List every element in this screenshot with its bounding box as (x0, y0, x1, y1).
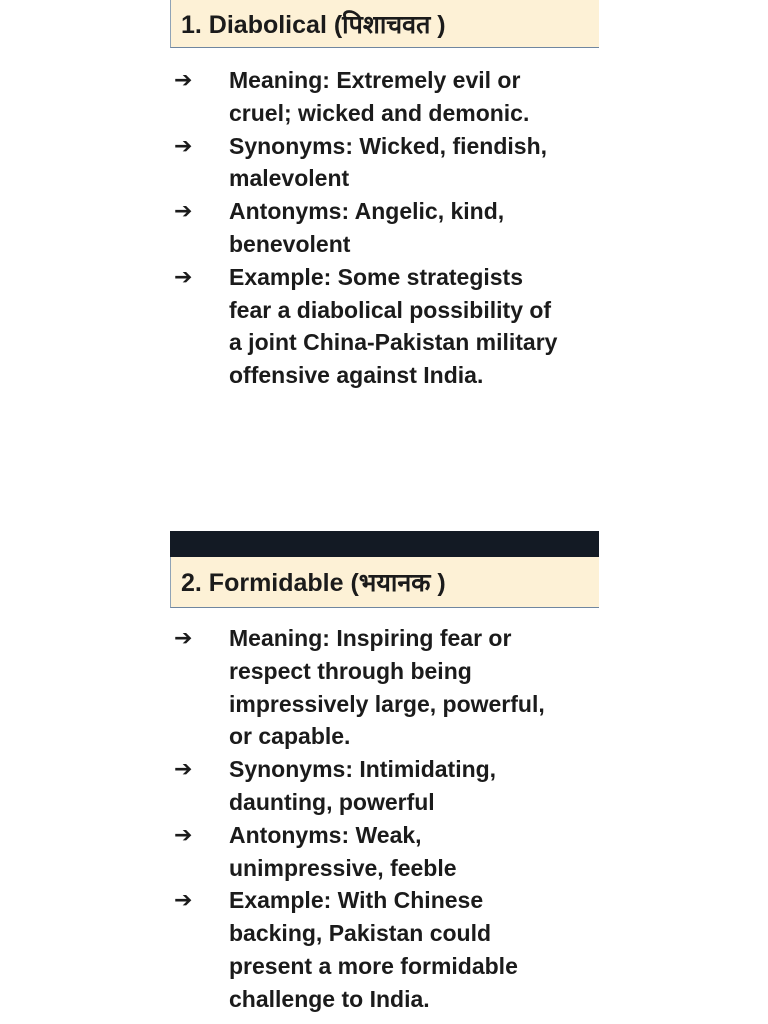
bullet-text: Synonyms: Intimidating, daunting, powerful (229, 756, 497, 815)
bullet-antonyms (170, 819, 599, 885)
arrow-icon: ➔ (174, 132, 193, 158)
bullet-text: Meaning: Extremely evil or cruel; wicked and demonic. (229, 67, 530, 126)
bullet-example (170, 261, 599, 392)
bullet-list (170, 622, 599, 1016)
bullet-list (170, 64, 599, 392)
arrow-icon: ➔ (174, 887, 193, 913)
bullet-meaning (170, 64, 599, 130)
bullet-text: Example: Some strategists fear a diabolical possibility of a joint China-Pakistan military offensive against India. (229, 263, 558, 389)
arrow-icon: ➔ (174, 625, 193, 650)
arrow-icon: ➔ (174, 263, 193, 289)
arrow-icon: ➔ (174, 821, 193, 847)
arrow-icon: ➔ (174, 67, 193, 92)
word-heading: 1. Diabolical (पिशाचवत ) (170, 0, 599, 48)
bullet-text: Example: With Chinese backing, Pakistan could present a more formidable challenge to India. (229, 887, 518, 1012)
bullet-synonyms (170, 753, 599, 819)
bullet-example (170, 884, 599, 1015)
section-divider-bar (170, 531, 599, 557)
word-heading: 2. Formidable (भयानक ) (170, 557, 599, 608)
word-card-formidable (170, 557, 599, 1016)
bullet-antonyms (170, 195, 599, 261)
arrow-icon: ➔ (174, 756, 193, 782)
bullet-text: Antonyms: Weak, unimpressive, feeble (229, 821, 457, 881)
bullet-text: Meaning: Inspiring fear or respect through being impressively large, powerful, or capable. (229, 625, 545, 750)
bullet-meaning (170, 622, 599, 753)
word-card-diabolical (170, 0, 599, 392)
bullet-synonyms (170, 130, 599, 196)
arrow-icon: ➔ (174, 198, 193, 224)
bullet-text: Synonyms: Wicked, fiendish, malevolent (229, 132, 548, 192)
bullet-text: Antonyms: Angelic, kind, benevolent (229, 198, 505, 257)
